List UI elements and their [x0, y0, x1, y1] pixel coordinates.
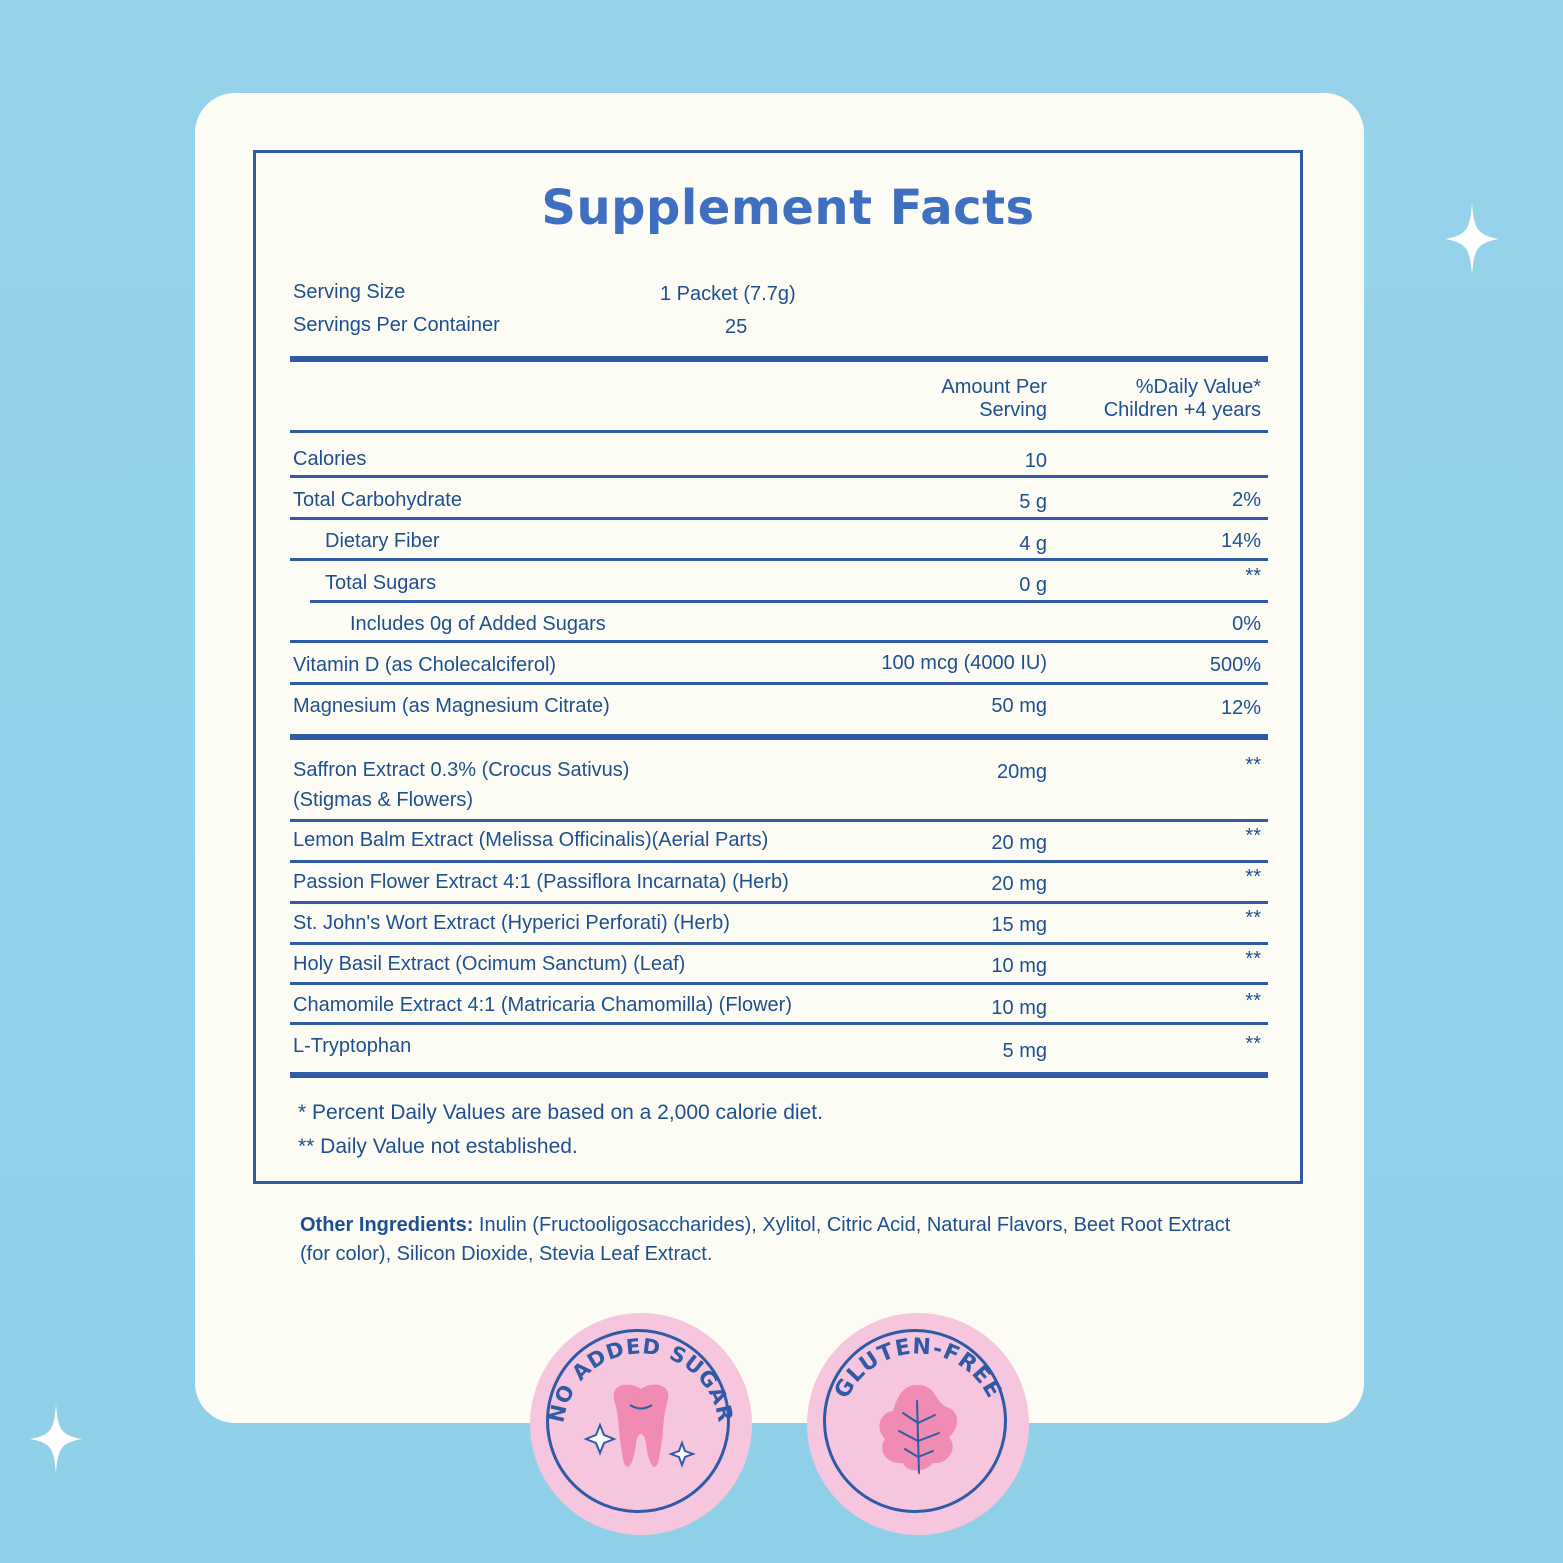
nutrient-amount: 10 [1024, 450, 1047, 472]
nutrient-name: Includes 0g of Added Sugars [350, 613, 606, 635]
divider [290, 734, 1268, 740]
ingredient-name: Holy Basil Extract (Ocimum Sanctum) (Leaf) [293, 953, 686, 975]
nutrient-dv: ** [1245, 565, 1261, 587]
servings-per-container-value: 25 [725, 316, 748, 338]
nutrient-name: Dietary Fiber [325, 530, 440, 552]
no-added-sugar-badge [530, 1313, 752, 1535]
ingredient-dv: ** [1245, 825, 1261, 847]
divider [290, 942, 1268, 945]
tooth-icon [614, 1385, 669, 1467]
footnote-daily-values: * Percent Daily Values are based on a 2,000 calorie diet. [298, 1101, 823, 1124]
no-added-sugar-text: NO ADDED SUGAR [544, 1334, 738, 1425]
divider [290, 517, 1268, 520]
gluten-free-text: GLUTEN-FREE [829, 1334, 1007, 1403]
divider [290, 982, 1268, 985]
serving-size-label: Serving Size [293, 281, 406, 303]
gluten-free-badge [807, 1313, 1029, 1535]
ingredient-name: L-Tryptophan [293, 1035, 412, 1057]
other-ingredients-label: Other Ingredients: [300, 1214, 474, 1236]
divider [310, 600, 1268, 603]
nutrient-amount: 5 g [1019, 491, 1047, 513]
ingredient-dv: ** [1245, 990, 1261, 1012]
ingredient-dv: ** [1245, 1033, 1261, 1055]
sparkle-icon [1445, 203, 1499, 275]
divider [290, 475, 1268, 478]
nutrient-name: Magnesium (as Magnesium Citrate) [293, 695, 610, 717]
footnote-not-established: ** Daily Value not established. [298, 1135, 578, 1158]
nutrient-dv: 0% [1232, 613, 1261, 635]
ingredient-name: Saffron Extract 0.3% (Crocus Sativus) [293, 759, 630, 781]
serving-size-value: 1 Packet (7.7g) [660, 283, 796, 305]
nutrient-amount: 4 g [1019, 533, 1047, 555]
other-ingredients-text: Inulin (Fructooligosaccharides), Xylitol, Citric Acid, Natural Flavors, Beet Root Extract (for color), Silicon Dioxide, Stevia Leaf Extract. [300, 1214, 1231, 1265]
other-ingredients [300, 1211, 1260, 1269]
nutrient-dv: 14% [1220, 530, 1261, 552]
divider [290, 860, 1268, 863]
ingredient-name: St. John's Wort Extract (Hyperici Perforati) (Herb) [293, 912, 730, 934]
ingredient-amount: 10 mg [991, 997, 1047, 1019]
ingredient-name: Lemon Balm Extract (Melissa Officinalis)(Aerial Parts) [293, 829, 769, 851]
nutrient-amount: 100 mcg (4000 IU) [881, 652, 1047, 674]
ingredient-amount: 20 mg [991, 832, 1047, 854]
nutrient-name: Total Sugars [325, 572, 437, 594]
divider [290, 682, 1268, 685]
page-title: Supplement Facts [541, 180, 1035, 236]
divider [290, 430, 1268, 433]
divider [290, 1072, 1268, 1078]
ingredient-amount: 20mg [996, 761, 1047, 783]
ingredient-amount: 10 mg [991, 955, 1047, 977]
ingredient-name: Passion Flower Extract 4:1 (Passiflora Incarnata) (Herb) [293, 871, 789, 893]
daily-value-header: %Daily Value* Children +4 years [1103, 376, 1261, 421]
divider [290, 1022, 1268, 1025]
nutrient-dv: 2% [1232, 489, 1261, 511]
nutrient-amount: 0 g [1019, 574, 1047, 596]
nutrient-amount: 50 mg [991, 695, 1047, 717]
ingredient-amount: 20 mg [991, 873, 1047, 895]
nutrient-name: Total Carbohydrate [293, 489, 462, 511]
ingredient-amount: 15 mg [991, 914, 1047, 936]
ingredient-dv: ** [1245, 754, 1261, 776]
servings-per-container-label: Servings Per Container [293, 314, 500, 336]
ingredient-dv: ** [1245, 866, 1261, 888]
ingredient-name-part: (Stigmas & Flowers) [293, 789, 474, 811]
nutrient-name: Calories [293, 448, 367, 470]
ingredient-dv: ** [1245, 948, 1261, 970]
sparkle-icon [30, 1404, 82, 1474]
divider [290, 901, 1268, 904]
ingredient-name: Chamomile Extract 4:1 (Matricaria Chamomilla) (Flower) [293, 994, 792, 1016]
ingredient-amount: 5 mg [1002, 1040, 1047, 1062]
nutrient-dv: 12% [1220, 697, 1261, 719]
nutrient-dv: 500% [1209, 654, 1261, 676]
nutrient-name: Vitamin D (as Cholecalciferol) [293, 654, 557, 676]
divider [290, 819, 1268, 822]
amount-header: Amount Per Serving [941, 376, 1047, 421]
leaf-icon [879, 1385, 957, 1473]
ingredient-dv: ** [1245, 907, 1261, 929]
divider [290, 558, 1268, 561]
divider [290, 356, 1268, 362]
divider [290, 640, 1268, 643]
